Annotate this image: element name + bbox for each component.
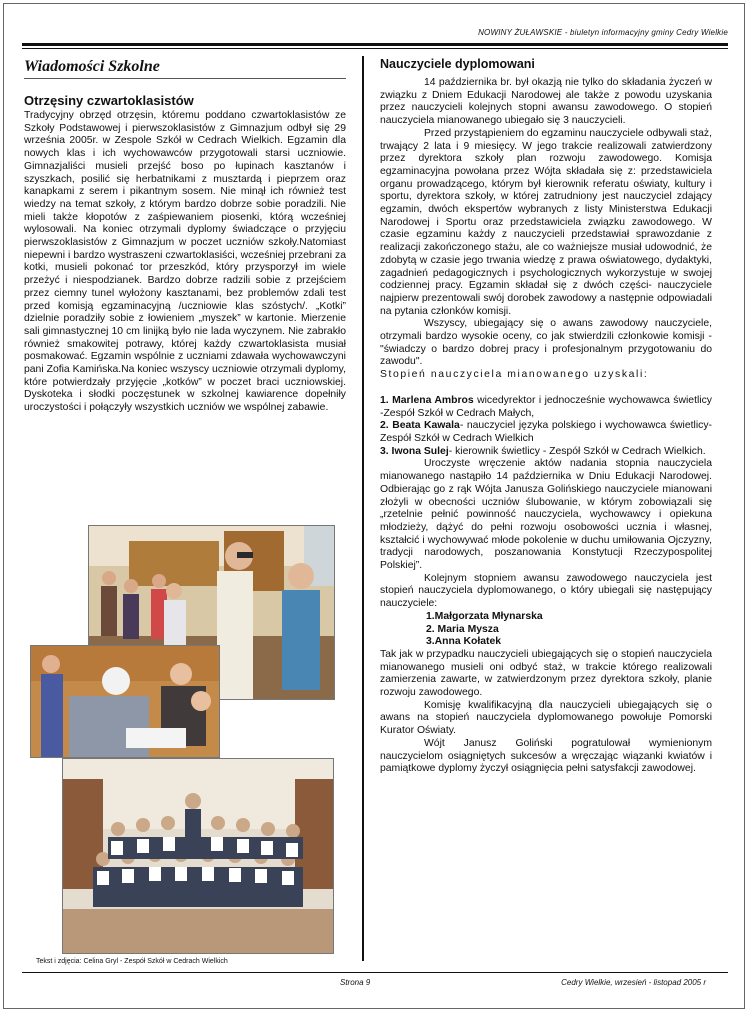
dyplomowani-list <box>380 611 712 649</box>
teacher-name: 2. Beata Kawala <box>380 420 460 432</box>
teacher-name: 1. Marlena Ambros <box>380 394 474 406</box>
list-item <box>380 395 712 420</box>
header-rule-thin <box>22 48 728 49</box>
paragraph: Kolejnym stopniem awansu zawodowego nauczyciela jest stopień nauczyciela dyplomowanego, o który ubiegali się następujący nauczyciele: <box>380 572 712 610</box>
paragraph: Uroczyste wręczenie aktów nadania stopnia nauczyciela mianowanego nastąpiło 14 października w Dniu Edukacji Narodowej. Odbierając go z rąk Wójta Janusza Golińskiego nauczyciele mianowani złożyli w obecności uczniów ślubowanie, w którym zobowiązali się „rzetelnie pełnić powinność nauczyciela, wychowawcy i opiekuna młodzieży, dążyć do pełni rozwoju osobowości ucznia i własnej, kształcić i wychowywać młode pokolenie w duchu umiłowania Ojczyzny, tradycji narodowych, poszanowania Konstytucji Rzeczypospolitej Polskiej”. <box>380 458 712 572</box>
article-title-teachers: Nauczyciele dyplomowani <box>380 57 535 71</box>
list-item: 2. Maria Mysza <box>426 623 499 635</box>
paragraph: Wójt Janusz Goliński pogratulował wymienionym nauczycielom osiągniętych sukcesów a wręczając wiązanki kwiatów i pamiątkowe dyplomy życzył osiągnięcia pełni satysfakcji zawodowej. <box>380 737 712 775</box>
paragraph: Przed przystąpieniem do egzaminu nauczyciele odbywali staż, trwający 2 lata i 9 miesięcy. W jego trakcie realizowali zatwierdzony przez dyrektora szkoły plan rozwoju zawodowego. Komisja egzaminacyjna powołana przez Wójta składała się z: przedstawiciela organu prowadzącego, którym był kierownik referatu oświaty, kultury i sportu, dyrektora szkoły, w której zatrudniony jest nauczyciel zdający egzamin, dwóch ekspertów wybranych z listy Ministerstwa Edukacji Narodowej i Sportu oraz przedstawiciela związku zawodowego. W czasie egzaminu każdy z nauczycieli przedstawiał sprawozdanie z realizacji zakończonego stażu, ale co ważniejsze musiał udowodnić, że zdobytą w czasie jego trwania wiedzę z prawa oświatowego, dydaktyki, zagadnień pedagogicznych i psychologicznych wykorzystuje w swojej codziennej pracy. Egzamin składał się z dwóch części- nauczyciele najpierw prezentowali swój dorobek zawodowy a następnie odpowiadali na pytania członków komisji. <box>380 127 712 317</box>
list-item: 1.Małgorzata Młynarska <box>426 610 543 622</box>
column-divider <box>362 56 364 961</box>
list-item <box>380 420 712 445</box>
running-header: NOWINY ŻUŁAWSKIE - biuletyn informacyjny gminy Cedry Wielkie <box>478 28 728 37</box>
paragraph: Stopień nauczyciela mianowanego uzyskali: <box>380 369 649 381</box>
article-body: Tradycyjny obrzęd otrzęsin, któremu poddano czwartoklasistów ze Szkoły Podstawowej i pierwszoklasistów z Gimnazjum odbył się 29 września 2005r. w Zespole Szkół w Cedrach Wielkich. Egzamin dla nowych klas i ich wychowawców przygotowali starsi uczniowie. Gimnazjaliści musieli przejść boso po łupinach kasztanów i szyszkach, posilić się herbatnikami z musztardą i pieprzem oraz kanapkami z serem i pikantnym sosem. Nie minął ich również test wiedzy na temat szkoły, z którym bardzo dobrze sobie poradzili. Nie mieli także kłopotów z zaśpiewaniem piosenki, którą wcześniej wylosowali. Na koniec otrzymali dyplomy świadczące o przyjęciu pierwszoklasistów z Gimnazjum w poczet uczniów szkoły.Natomiast niepewni i bardzo wystraszeni czwartoklasiści, wcześniej przebrani za kotki, musieli pokonać tor przeszkód, który przysporzył im wiele przeżyć i niespodzianek. Bardzo dobrze radzili sobie z przejściem przez ciemny tunel wyłożony kasztanami, bez problemów zdali test przed komisją egzaminacyjną /uczniowie klas szóstych/. „Kotki” dzielnie poradziły sobie z łowieniem „myszek” w kartonie. Mierzenie sali gimnastycznej 10 cm linijką było nie lada wyczynem. Nie zabrakło również smakowitej potrawy, której każdy czwartoklasista musiał posmakować. Egzamin wspólnie z uczniami zdawała wychowawczyni pani Zofia Kamińska.Na koniec wszyscy uczniowie otrzymali dyplomy, które potwierdzały przyjęcie „kotków” w poczet braci uczniowskiej. Dyskoteka i słodki poczęstunek w szkolnej kawiarence dopełniły uroczystości i połączyły wszystkich uczniów we wspólnej zabawie. <box>24 110 346 414</box>
teacher-role: wicedyrektor i jednocześnie wychowawca świetlicy -Zespół Szkół w Cedrach Małych, <box>380 394 712 419</box>
photo-mask-teacher-image <box>31 646 220 758</box>
teacher-role: - nauczyciel języka polskiego i wychowawca świetlicy- Zespół Szkół w Cedrach Wielkich <box>380 420 712 444</box>
spacer <box>380 382 712 395</box>
photo-caption: Tekst i zdjęcia: Celina Gryl - Zespół Szkół w Cedrach Wielkich <box>36 958 228 965</box>
footer-rule <box>22 972 728 973</box>
right-column <box>380 57 712 776</box>
paragraph: Wszyscy, ubiegający się o awans zawodowy nauczyciele, otrzymali bardzo wysokie oceny, co jak stwierdzili członkowie komisji - "świadczy o bardzo dobrej pracy i profesjonalnym przygotowaniu do zawodu". <box>380 318 712 368</box>
photo-mask-teacher <box>30 645 220 758</box>
header-rule-thick <box>22 43 728 46</box>
section-title: Wiadomości Szkolne <box>24 58 346 79</box>
paragraph: 14 października br. był okazją nie tylko do składania życzeń w związku z Dniem Edukacji Narodowej ale także z powodu uzyskania przez nauczycieli kolejnych stopni awansu zawodowego. O stopień nauczyciela mianowanego ubiegało się 3 nauczycieli. <box>380 77 712 127</box>
list-item: 3.Anna Kołatek <box>426 636 502 648</box>
page-number: Strona 9 <box>340 978 371 987</box>
article-title: Otrzęsiny czwartoklasistów <box>24 93 194 108</box>
teacher-name: 3. Iwona Sulej <box>380 445 449 457</box>
photo-group-diplomas-image <box>63 759 334 954</box>
list-item <box>380 446 712 459</box>
issue-info: Cedry Wielkie, wrzesień - listopad 2005 r <box>561 978 706 987</box>
paragraph: Tak jak w przypadku nauczycieli ubiegających się o stopień nauczyciela mianowanego musieli oni odbyć staż, w trakcie którego realizowali zamierzenia zawarte, w zatwierdzonym przez dyrektora szkoły, planie rozwoju zawodowego. <box>380 648 712 699</box>
paragraph: Komisję kwalifikacyjną dla nauczycieli ubiegających się o awans na stopień nauczyciela dyplomowanego powołuje Pomorski Kurator Oświaty. <box>380 699 712 737</box>
photo-group-diplomas <box>62 758 334 954</box>
left-column <box>24 58 346 415</box>
teacher-role: - kierownik świetlicy - Zespół Szkół w Cedrach Wielkich. <box>448 445 706 457</box>
